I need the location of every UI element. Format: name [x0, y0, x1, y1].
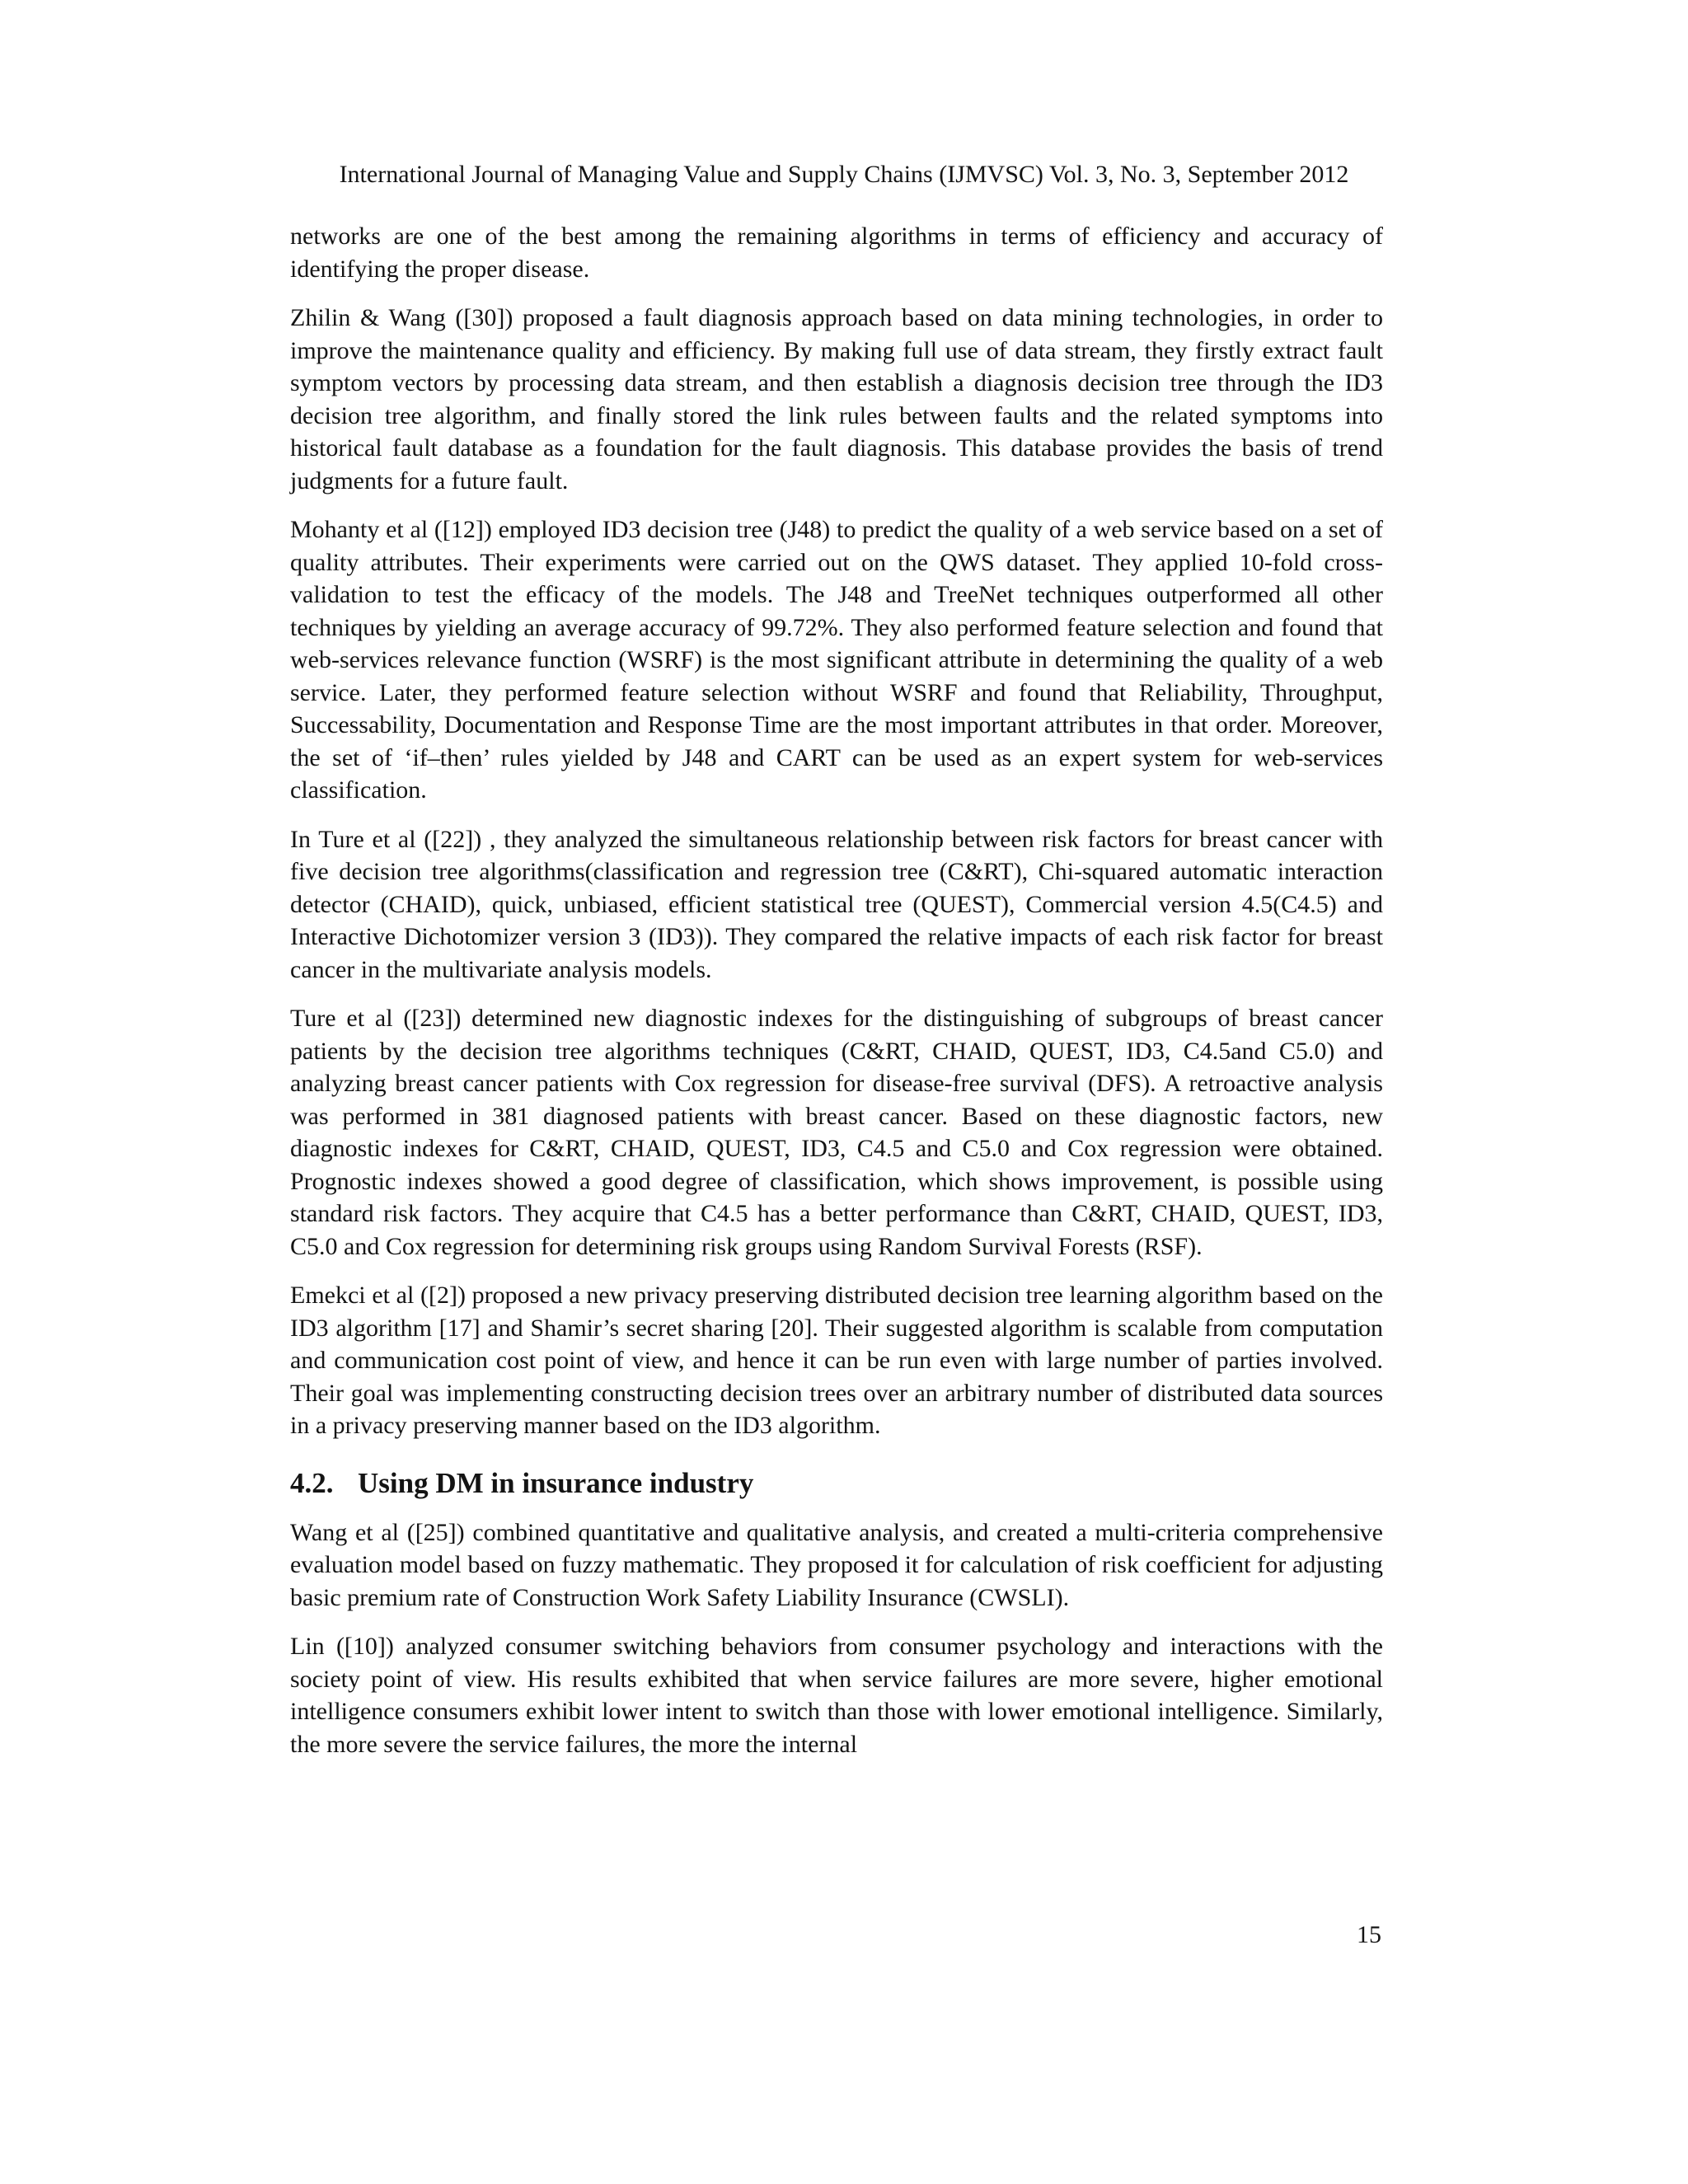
paragraph: Mohanty et al ([12]) employed ID3 decision tree (J48) to predict the quality of a web service based on a set of quality attributes. Their experiments were carried out on the QWS dataset. They applied 10-fold cross-validation to test the efficacy of the models. The J48 and TreeNet techniques outperformed all other techniques by yielding an average accuracy of 99.72%. They also performed feature selection and found that web-services relevance function (WSRF) is the most significant attribute in determining the quality of a web service. Later, they performed feature selection without WSRF and found that Reliability, Throughput, Successability, Documentation and Response Time are the most important attributes in that order. Moreover, the set of ‘if–then’ rules yielded by J48 and CART can be used as an expert system for web-services classification.: [290, 516, 1383, 804]
page-number: 15: [1357, 1921, 1381, 1948]
paragraph: In Ture et al ([22]) , they analyzed the simultaneous relationship between risk factors for breast cancer with five decision tree algorithms(classification and regression tree (C&RT), Chi-squared automatic interaction detector (CHAID), quick, unbiased, efficient statistical tree (QUEST), Commercial version 4.5(C4.5) and Interactive Dichotomizer version 3 (ID3)). They compared the relative impacts of each risk factor for breast cancer in the multivariate analysis models.: [290, 825, 1383, 983]
section-number: 4.2.: [290, 1466, 334, 1499]
paragraph: Zhilin & Wang ([30]) proposed a fault diagnosis approach based on data mining technologies, in order to improve the maintenance quality and efficiency. By making full use of data stream, they firstly extract fault symptom vectors by processing data stream, and then establish a diagnosis decision tree through the ID3 decision tree algorithm, and finally stored the link rules between faults and the related symptoms into historical fault database as a foundation for the fault diagnosis. This database provides the basis of trend judgments for a future fault.: [290, 304, 1383, 494]
paragraph: Lin ([10]) analyzed consumer switching behaviors from consumer psychology and interactions with the society point of view. His results exhibited that when service failures are more severe, higher emotional intelligence consumers exhibit lower intent to switch than those with lower emotional intelligence. Similarly, the more severe the service failures, the more the internal: [290, 1633, 1383, 1758]
paragraph: networks are one of the best among the remaining algorithms in terms of efficiency and accuracy of identifying the proper disease.: [290, 223, 1383, 283]
paragraph: Wang et al ([25]) combined quantitative and qualitative analysis, and created a multi-criteria comprehensive evaluation model based on fuzzy mathematic. They proposed it for calculation of risk coefficient for adjusting basic premium rate of Construction Work Safety Liability Insurance (CWSLI).: [290, 1518, 1383, 1611]
paragraph: Emekci et al ([2]) proposed a new privacy preserving distributed decision tree learning algorithm based on the ID3 algorithm [17] and Shamir’s secret sharing [20]. Their suggested algorithm is scalable from computation and communication cost point of view, and hence it can be run even with large number of parties involved. Their goal was implementing constructing decision trees over an arbitrary number of distributed data sources in a privacy preserving manner based on the ID3 algorithm.: [290, 1282, 1383, 1439]
paragraph: Ture et al ([23]) determined new diagnostic indexes for the distinguishing of subgroups of breast cancer patients by the decision tree algorithms techniques (C&RT, CHAID, QUEST, ID3, C4.5and C5.0) and analyzing breast cancer patients with Cox regression for disease-free survival (DFS). A retroactive analysis was performed in 381 diagnosed patients with breast cancer. Based on these diagnostic factors, new diagnostic indexes for C&RT, CHAID, QUEST, ID3, C4.5 and C5.0 and Cox regression were obtained. Prognostic indexes showed a good degree of classification, which shows improvement, is possible using standard risk factors. They acquire that C4.5 has a better performance than C&RT, CHAID, QUEST, ID3, C5.0 and Cox regression for determining risk groups using Random Survival Forests (RSF).: [290, 1005, 1383, 1260]
running-header: International Journal of Managing Value and Supply Chains (IJMVSC) Vol. 3, No. 3, September 2012: [339, 161, 1349, 188]
section-heading: [290, 1465, 1383, 1502]
section-title: Using DM in insurance industry: [358, 1466, 754, 1499]
body-text: [290, 220, 1383, 1777]
